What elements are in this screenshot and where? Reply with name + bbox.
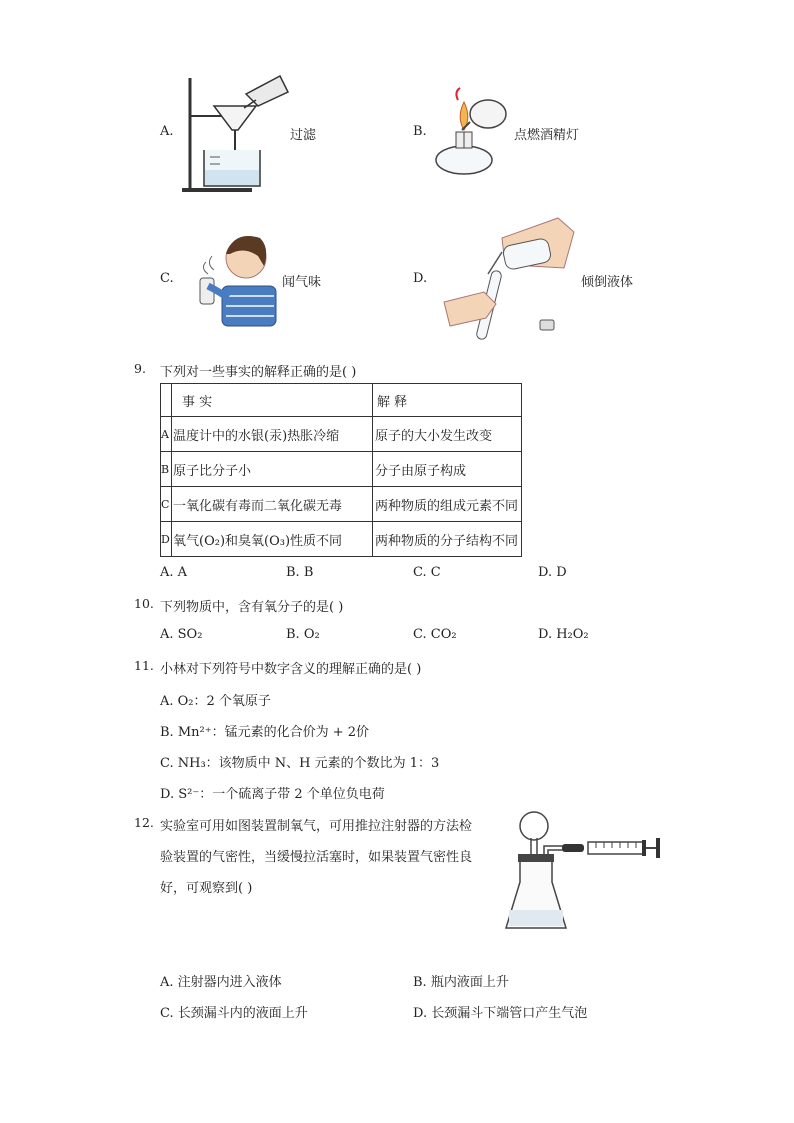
- row-key: B: [161, 452, 172, 487]
- table-header-fact: 事 实: [172, 384, 373, 417]
- q8-option-b-text: 点燃酒精灯: [514, 128, 580, 143]
- table-header-explain: 解 释: [373, 384, 522, 417]
- q12-option-c[interactable]: C. 长颈漏斗内的液面上升: [160, 1006, 308, 1021]
- row-explain: 分子由原子构成: [373, 452, 522, 487]
- row-fact: 原子比分子小: [172, 452, 373, 487]
- q10-number: 10.: [134, 596, 154, 611]
- q9-option-b[interactable]: B. B: [286, 565, 314, 580]
- table-header-key: [161, 384, 172, 417]
- q11-option-b[interactable]: B. Mn²⁺：锰元素的化合价为 + 2价: [160, 725, 370, 740]
- q12-option-d[interactable]: D. 长颈漏斗下端管口产生气泡: [413, 1006, 588, 1021]
- q11-option-d[interactable]: D. S²⁻：一个硫离子带 2 个单位负电荷: [160, 787, 385, 802]
- table-row: [161, 487, 522, 522]
- q11-number: 11.: [134, 658, 154, 673]
- q9-facts-table: [160, 383, 522, 557]
- q11-stem: 小林对下列符号中数字含义的理解正确的是( ): [160, 662, 422, 677]
- q8-option-a-letter: A.: [160, 124, 174, 139]
- q10-stem: 下列物质中，含有氧分子的是( ): [160, 600, 344, 615]
- q12-stem-line-1: 实验室可用如图装置制氧气，可用推拉注射器的方法检: [160, 819, 473, 834]
- row-fact: 一氧化碳有毒而二氧化碳无毒: [172, 487, 373, 522]
- flask-syringe-apparatus-icon: [504, 806, 664, 934]
- q10-option-b[interactable]: B. O₂: [286, 627, 320, 642]
- q9-option-d[interactable]: D. D: [538, 565, 567, 580]
- table-row: [161, 452, 522, 487]
- row-fact: 温度计中的水银(汞)热胀冷缩: [172, 417, 373, 452]
- q10-option-a[interactable]: A. SO₂: [160, 627, 203, 642]
- table-row: [161, 522, 522, 557]
- row-key: D: [161, 522, 172, 557]
- row-key: C: [161, 487, 172, 522]
- q10-option-d[interactable]: D. H₂O₂: [538, 627, 589, 642]
- q9-option-c[interactable]: C. C: [413, 565, 441, 580]
- table-row: [161, 417, 522, 452]
- q10-option-c[interactable]: C. CO₂: [413, 627, 457, 642]
- q9-option-a[interactable]: A. A: [160, 565, 188, 580]
- row-explain: 两种物质的组成元素不同: [373, 487, 522, 522]
- q9-stem: 下列对一些事实的解释正确的是( ): [160, 365, 357, 380]
- pouring-liquid-icon: [440, 208, 580, 346]
- q11-option-c[interactable]: C. NH₃：该物质中 N、H 元素的个数比为 1：3: [160, 756, 440, 771]
- table-header-row: [161, 384, 522, 417]
- q8-option-a-text: 过滤: [290, 128, 317, 143]
- q8-option-b-letter: B.: [413, 124, 427, 139]
- q12-option-b[interactable]: B. 瓶内液面上升: [413, 975, 509, 990]
- q8-option-d-letter: D.: [413, 271, 428, 286]
- q12-stem-line-3: 好，可观察到( ): [160, 881, 253, 896]
- q12-number: 12.: [134, 815, 154, 830]
- row-explain: 原子的大小发生改变: [373, 417, 522, 452]
- row-fact: 氧气(O₂)和臭氧(O₃)性质不同: [172, 522, 373, 557]
- q12-option-a[interactable]: A. 注射器内进入液体: [160, 975, 282, 990]
- q11-option-a[interactable]: A. O₂：2 个氧原子: [160, 694, 271, 709]
- row-explain: 两种物质的分子结构不同: [373, 522, 522, 557]
- q8-option-d-text: 倾倒液体: [581, 275, 634, 290]
- row-key: A: [161, 417, 172, 452]
- q12-stem-line-2: 验装置的气密性，当缓慢拉活塞时，如果装置气密性良: [160, 850, 473, 865]
- q8-option-c-text: 闻气味: [282, 275, 322, 290]
- filtration-apparatus-icon: [180, 72, 290, 194]
- q9-number: 9.: [134, 361, 146, 376]
- q8-option-c-letter: C.: [160, 271, 174, 286]
- smelling-gas-icon: [180, 226, 280, 328]
- alcohol-lamp-icon: [430, 86, 515, 178]
